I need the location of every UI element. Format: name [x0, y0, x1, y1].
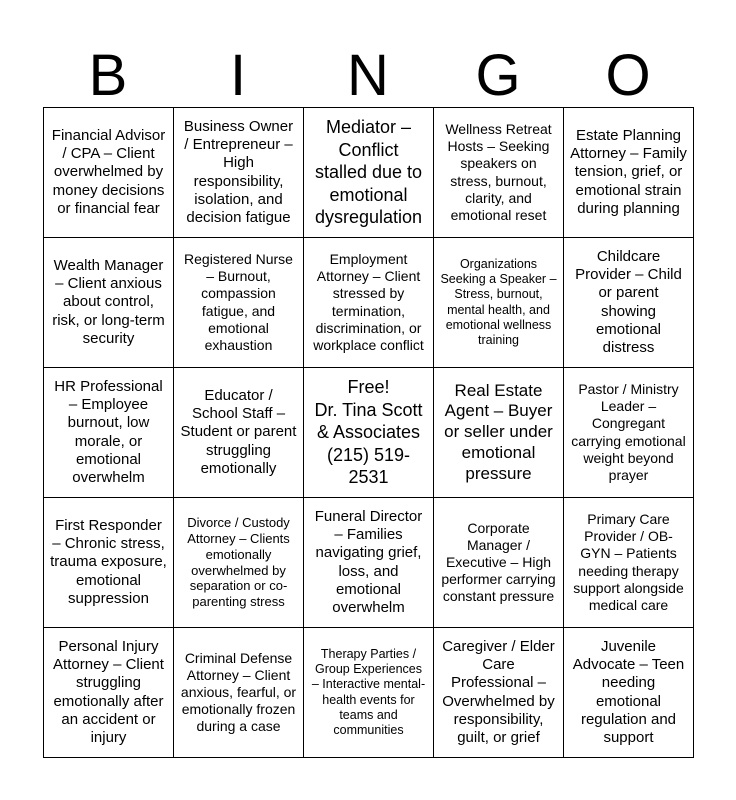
bingo-cell[interactable] [44, 368, 174, 498]
cell-text: Therapy Parties / Group Experiences – Interactive mental-health events for teams and communities [311, 646, 426, 737]
cell-text: Real Estate Agent – Buyer or seller under emotional pressure [444, 380, 553, 483]
bingo-cell[interactable] [44, 238, 174, 368]
bingo-cell[interactable] [304, 238, 434, 368]
bingo-cell[interactable] [174, 368, 304, 498]
bingo-cell[interactable] [564, 238, 694, 368]
cell-text: First Responder – Chronic stress, trauma exposure, emotional suppression [50, 516, 167, 607]
bingo-cell[interactable] [304, 498, 434, 628]
bingo-cell[interactable] [564, 368, 694, 498]
header-letter-b: B [88, 43, 128, 108]
cell-text: Registered Nurse – Burnout, compassion fatigue, and emotional exhaustion [184, 251, 293, 353]
cell-text: Corporate Manager / Executive – High performer carrying constant pressure [441, 519, 556, 605]
header-letter-n: N [347, 43, 389, 108]
cell-text: Personal Injury Attorney – Client struggling emotionally after an accident or injury [53, 637, 164, 747]
bingo-cell[interactable] [434, 498, 564, 628]
bingo-cell[interactable] [564, 108, 694, 238]
free-space-cell[interactable] [304, 368, 434, 498]
header-letter-g: G [475, 43, 521, 108]
bingo-cell[interactable] [434, 368, 564, 498]
cell-text: Divorce / Custody Attorney – Clients emotionally overwhelmed by separation or co-parenting stress [187, 514, 290, 610]
bingo-cell[interactable] [174, 108, 304, 238]
bingo-cell[interactable] [44, 108, 174, 238]
cell-text: HR Professional – Employee burnout, low morale, or emotional overwhelm [54, 377, 163, 487]
cell-text: Primary Care Provider / OB-GYN – Patients needing therapy support alongside medical care [573, 511, 684, 613]
bingo-header [43, 44, 693, 108]
bingo-cell[interactable] [564, 498, 694, 628]
bingo-cell[interactable] [44, 628, 174, 758]
bingo-cell[interactable] [304, 108, 434, 238]
bingo-cell[interactable] [174, 498, 304, 628]
cell-text: Criminal Defense Attorney – Client anxious, fearful, or emotionally frozen during a case [180, 649, 297, 735]
free-space-text: Free! Dr. Tina Scott & Associates (215) 519-2531 [314, 377, 423, 488]
bingo-cell[interactable] [304, 628, 434, 758]
cell-text: Wealth Manager – Client anxious about control, risk, or long-term security [52, 256, 165, 347]
header-letter-i: I [229, 43, 247, 108]
cell-text: Organizations Seeking a Speaker – Stress, burnout, mental health, and emotional wellness training [440, 256, 557, 347]
cell-text: Juvenile Advocate – Teen needing emotional regulation and support [572, 637, 685, 747]
bingo-cell[interactable] [174, 238, 304, 368]
bingo-cell[interactable] [44, 498, 174, 628]
cell-text: Wellness Retreat Hosts – Seeking speakers on stress, burnout, clarity, and emotional reset [445, 121, 552, 223]
cell-text: Mediator – Conflict stalled due to emotional dysregulation [314, 117, 423, 228]
cell-text: Estate Planning Attorney – Family tension, grief, or emotional strain during planning [570, 126, 687, 217]
bingo-cell[interactable] [434, 238, 564, 368]
cell-text: Educator / School Staff – Student or parent struggling emotionally [180, 386, 297, 477]
cell-text: Financial Advisor / CPA – Client overwhelmed by money decisions or financial fear [51, 126, 166, 217]
cell-text: Business Owner / Entrepreneur – High responsibility, isolation, and decision fatigue [183, 117, 294, 227]
cell-text: Employment Attorney – Client stressed by termination, discrimination, or workplace conflict [313, 251, 424, 353]
bingo-cell[interactable] [434, 108, 564, 238]
cell-text: Pastor / Ministry Leader – Congregant carrying emotional weight beyond prayer [571, 381, 686, 483]
cell-text: Funeral Director – Families navigating grief, loss, and emotional overwhelm [314, 507, 423, 617]
bingo-cell[interactable] [174, 628, 304, 758]
bingo-cell[interactable] [434, 628, 564, 758]
cell-text: Childcare Provider – Child or parent showing emotional distress [575, 247, 682, 357]
header-letter-o: O [605, 43, 651, 108]
bingo-cell[interactable] [564, 628, 694, 758]
bingo-grid [43, 107, 694, 758]
cell-text: Caregiver / Elder Care Professional – Overwhelmed by responsibility, guilt, or grief [442, 637, 555, 747]
